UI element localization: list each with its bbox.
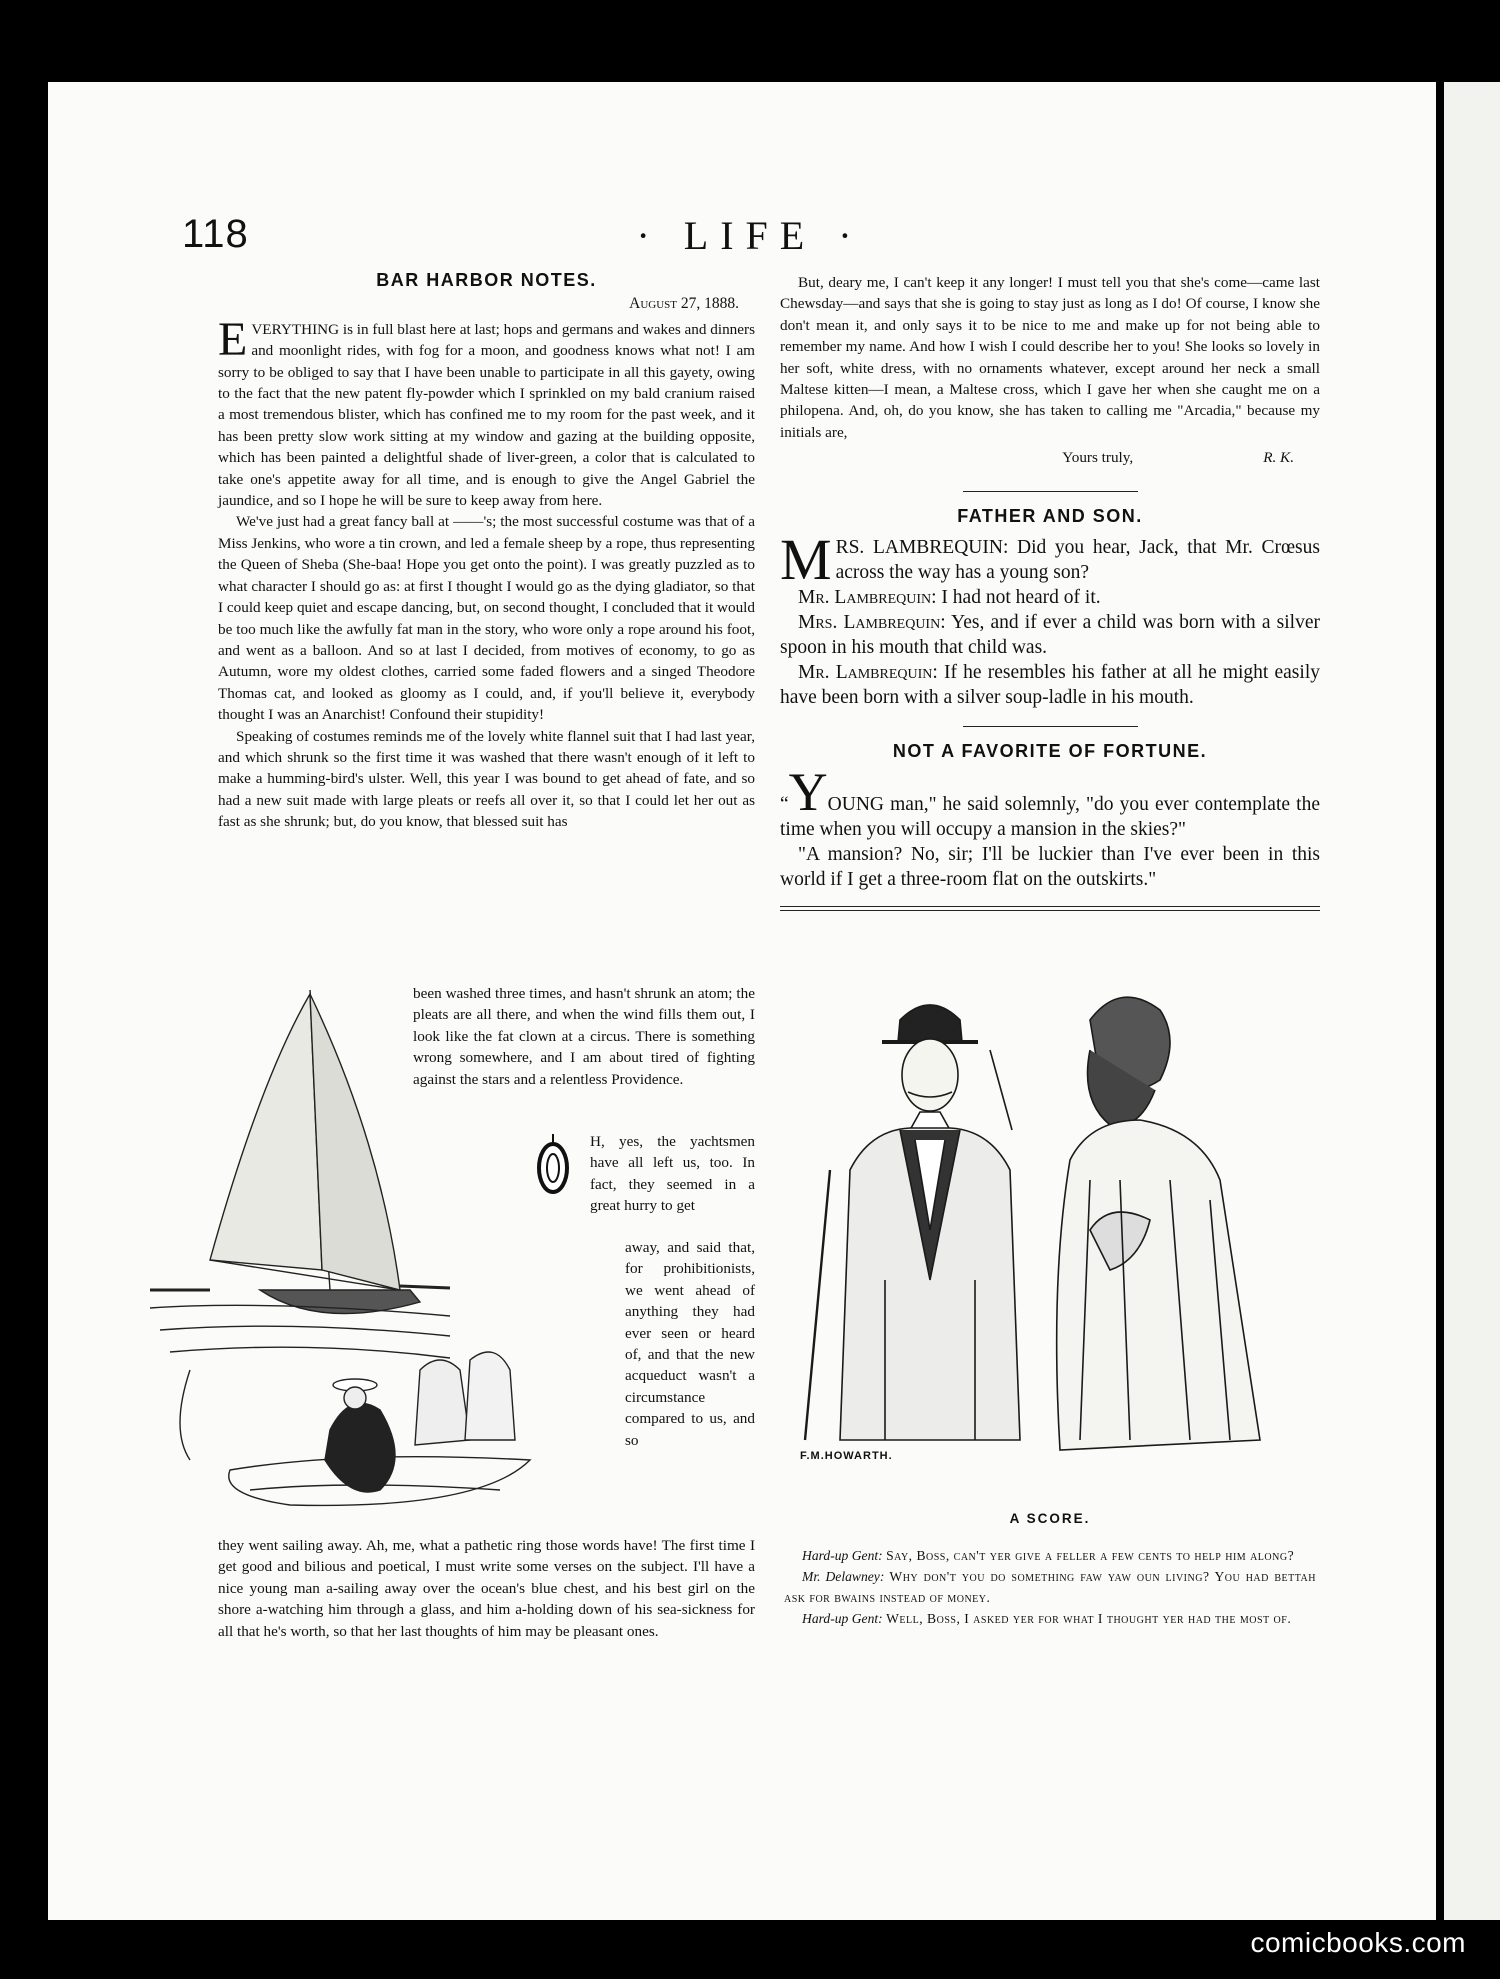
speaker: Mr. Lambrequin	[798, 662, 933, 684]
bar-harbor-wrap-b	[590, 1131, 755, 1217]
paragraph: been washed three times, and hasn't shrunk an atom; the pleats are all there, and when the wind fills them out, I look like the fat clown at a circus. There is something wrong somewhere, and I am about tired of fighting against the stars and a relentless Providence.	[413, 985, 755, 1088]
dialogue-line	[780, 610, 1320, 660]
line-text: Well, Boss, I asked yer for what I thought yer had the most of.	[886, 1611, 1292, 1627]
dialogue-line	[780, 762, 1320, 842]
cartoon-title: A SCORE.	[1009, 1511, 1091, 1526]
fortune-dialogue	[780, 762, 1320, 892]
double-rule	[780, 906, 1320, 911]
caption-line	[784, 1545, 1316, 1566]
closing: Yours truly,	[1062, 449, 1134, 467]
paragraph-text: VERYTHING is in full blast here at last; hops and germans and wakes and dinners and moonlight rides, with fog for a moon, and goodness knows what not! I am sorry to be obliged to say that I have been unable to participate in all this gayety, owing to the fact that the new patent fly-powder which I sprinkled on my bald cranium raised a most tremendous blister, which has confined me to my room for the past week, and it has been pretty slow work sitting at my window and gazing at the building opposite, which has been painted a delightful shade of liver-green, a color that is calculated to take one's appetite away for all time, and is enough to give the Angel Gabriel the jaundice, and so I hope he will be sure to keep away from here.	[218, 320, 755, 510]
quote-mark: “	[780, 794, 789, 816]
line-text: Why don't you do something faw yaw oun living? You had bettah ask for bwains instead of money.	[784, 1569, 1316, 1606]
line-text: : Yes, and if ever a child was born with a silver spoon in his mouth that child was.	[780, 612, 1320, 659]
paragraph: Speaking of costumes reminds me of the lovely white flannel suit that I had last year, and which shrunk so the first time it was washed that there wasn't enough of it left to make a humming-bird's ulster. Well, this year I was bound to get ahead of fate, and so had a new suit made with large pleats or reefs all over it, so that I could let her out as fast as she shrunk; but, do you know, that blessed suit has	[218, 727, 755, 831]
drop-cap: M	[780, 527, 832, 593]
line-text: Say, Boss, can't yer give a feller a few cents to help him along?	[886, 1548, 1295, 1564]
line-text: OUNG man," he said solemnly, "do you ever contemplate the time when you will occupy a mansion in the skies?"	[780, 794, 1320, 841]
cartoon-caption	[784, 1508, 1316, 1629]
drop-cap: Y	[788, 762, 828, 823]
page-header	[0, 212, 1500, 262]
speaker: Hard-up Gent:	[802, 1548, 883, 1564]
page-number: 118	[182, 212, 249, 256]
masthead: · LIFE ·	[636, 213, 864, 258]
father-son-title: FATHER AND SON.	[957, 505, 1143, 526]
bar-harbor-wrap-a	[413, 983, 755, 1090]
paragraph: H, yes, the yachtsmen have all left us, too. In fact, they seemed in a great hurry to get	[590, 1133, 755, 1215]
caption-line	[784, 1608, 1316, 1629]
cartoon-illustration	[790, 980, 1310, 1480]
speaker: Mrs. Lambrequin	[798, 612, 941, 634]
divider	[963, 726, 1138, 727]
bar-harbor-article	[218, 270, 755, 833]
father-son-dialogue	[780, 527, 1320, 710]
speaker: Mr. Delawney:	[802, 1569, 885, 1585]
speaker: Hard-up Gent:	[802, 1611, 883, 1627]
paragraph: they went sailing away. Ah, me, what a pathetic ring those words have! The first time I get good and bilious and poetical, I must write some verses on the subject. I'll have a nice young man a-sailing away over the ocean's blue chest, and his best girl on the shore a-watching him through a glass, and him a-holding down of his sea-sickness for all that he's worth, so that her last thoughts of him may be pleasant ones.	[218, 1537, 755, 1640]
bar-harbor-ending	[218, 1535, 755, 1642]
paragraph	[218, 312, 755, 512]
caption-line	[784, 1566, 1316, 1608]
dialogue-line	[780, 527, 1320, 593]
paragraph: But, deary me, I can't keep it any longer! I must tell you that she's come—came last Chewsday—and says that she is going to stay just as long as I do! Of course, I know she don't mean it, and only says it to be nice to me and make up for not being able to remember my name. And how I wish I could describe her to you! She looks so lovely in her soft, white dress, with no ornaments whatever, except around her neck a small Maltese kitten—I mean, a Maltese cross, which I gave her when she caught me on a philopena. And, oh, do you know, she has taken to calling me "Arcadia," because my initials are,	[780, 274, 1320, 441]
drop-cap: E	[218, 312, 248, 366]
paragraph: We've just had a great fancy ball at ——'s; the most successful costume was that of a Miss Jenkins, who wore a tin crown, and led a female sheep by a rope, thus representing the Queen of Sheba (She-baa! Hope you get onto the point). I was greatly puzzled as to what character I should go as: at first I thought I would go as the dying gladiator, so that I could keep quiet and escape dancing, but, on second thought, I concluded that it would be too much like the awfully fat man in the story, who wore only a rope around his foot, and went as a balloon. And so at last I decided, from motives of economy, to go as Autumn, wore my oldest clothes, carried some faded flowers and a singed Theodore Thomas cat, and looked as gloomy as I could, and, if you'll believe it, everybody thought I was an Anarchist! Confound their stupidity!	[218, 513, 755, 724]
line-text: : If he resembles his father at all he might easily have been born with a silver soup-ladle in his mouth.	[780, 662, 1320, 709]
line-text: : Did you hear, Jack, that Mr. Crœsus across the way has a young son?	[835, 537, 1320, 584]
line-text: : I had not heard of it.	[931, 587, 1101, 609]
article-date: August 27, 1888.	[629, 295, 739, 313]
ornament-o	[536, 1134, 570, 1198]
bar-harbor-wrap-c	[625, 1237, 755, 1451]
paragraph: away, and said that, for prohibitionists, we went ahead of anything they had ever seen or heard of, and that the new acqueduct wasn't a circumstance compared to us, and so	[625, 1239, 755, 1449]
dialogue-line	[780, 585, 1320, 610]
dialogue-line: "A mansion? No, sir; I'll be luckier than I've ever been in this world if I get a three-room flat on the outskirts."	[780, 844, 1320, 891]
right-column	[780, 272, 1320, 911]
facing-page-edge	[1440, 82, 1500, 1920]
caption-dialogue	[784, 1545, 1316, 1629]
watermark: comicbooks.com	[1250, 1927, 1466, 1958]
artist-signature: F.M.HOWARTH.	[800, 1450, 893, 1462]
article-title: BAR HARBOR NOTES.	[376, 270, 597, 290]
initials: R. K.	[1263, 449, 1294, 467]
fortune-title: NOT A FAVORITE OF FORTUNE.	[892, 741, 1208, 762]
dialogue-line	[780, 660, 1320, 710]
speaker: Mr. Lambrequin	[798, 587, 932, 609]
divider	[963, 491, 1138, 492]
signature-line	[780, 447, 1294, 468]
speaker: RS. LAMBREQUIN	[835, 537, 1003, 559]
